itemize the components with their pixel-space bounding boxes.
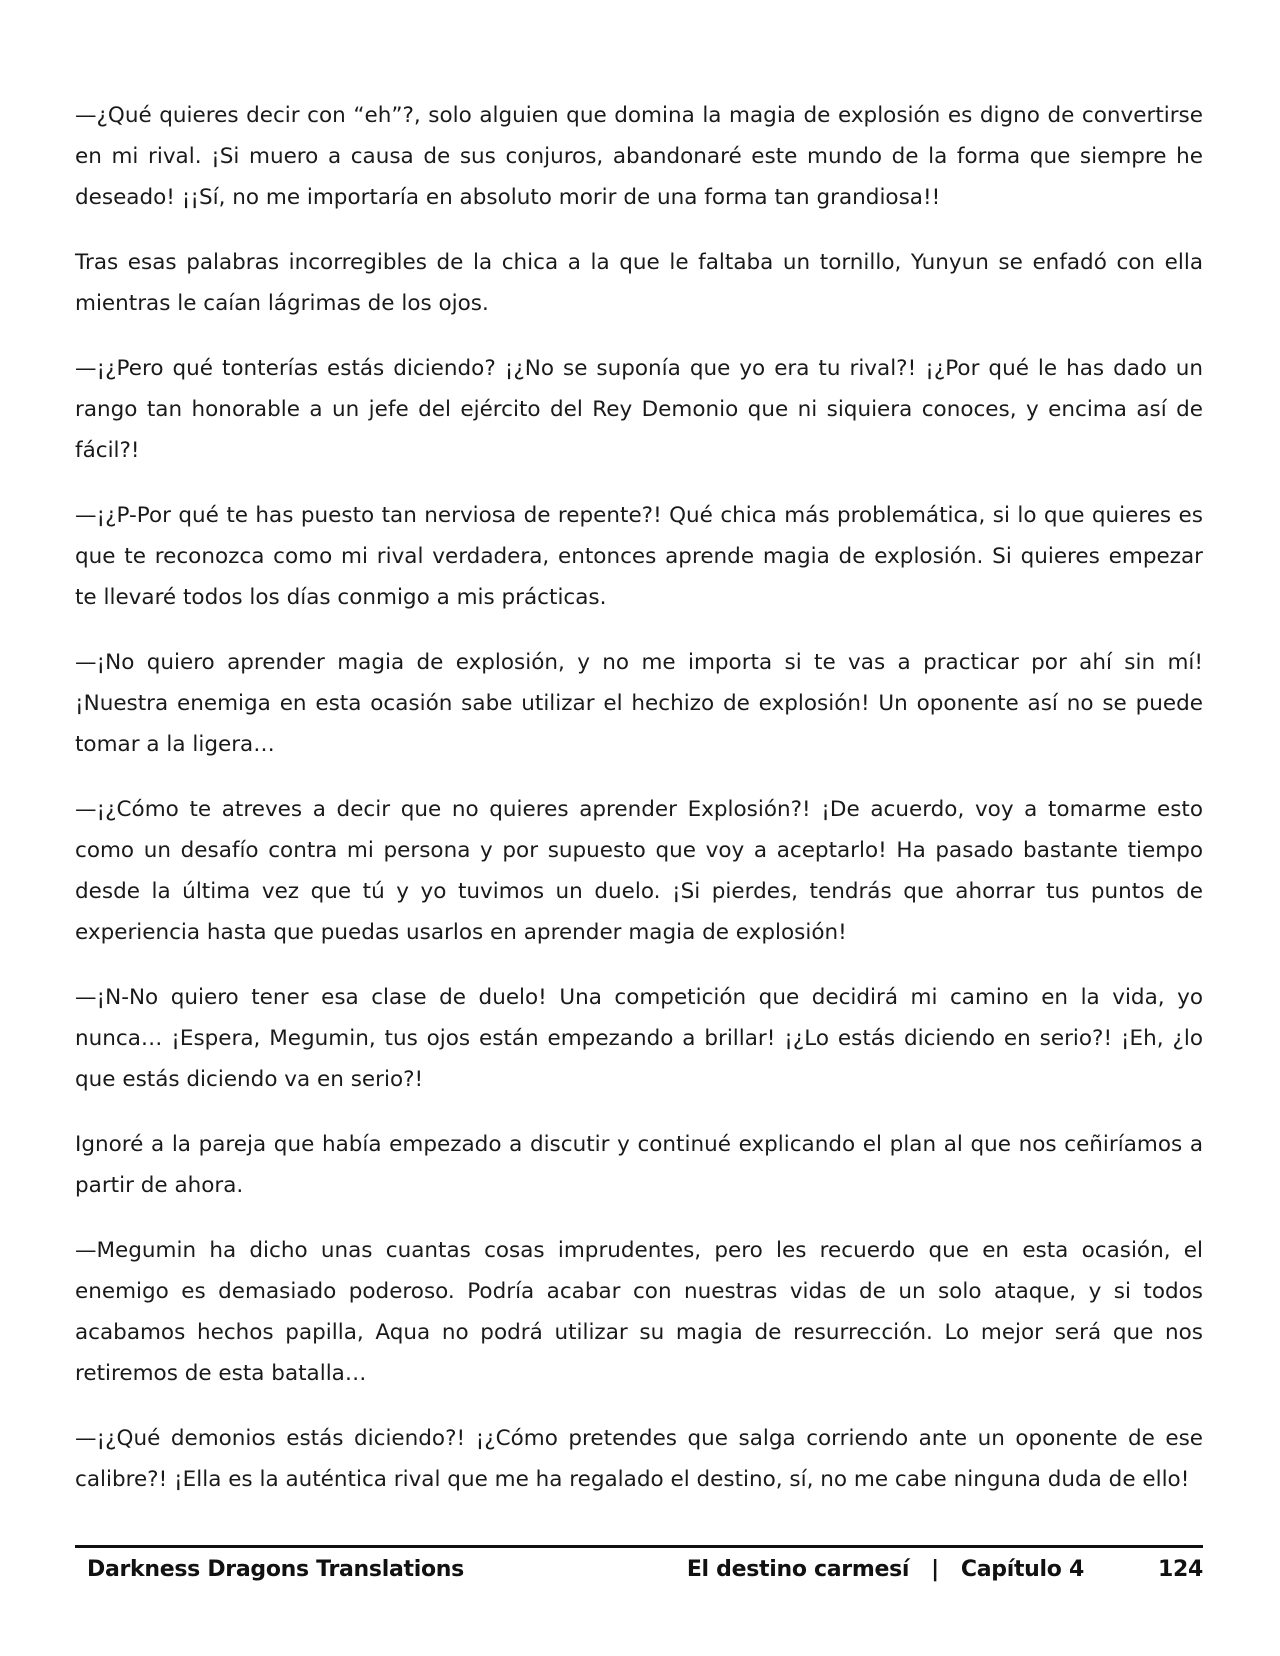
paragraph: —¡¿Cómo te atreves a decir que no quieres aprender Explosión?! ¡De acuerdo, voy a tomarme esto como un desafío contra mi persona y por supuesto que voy a aceptarlo! Ha pasado bastante tiempo desde la última vez que tú y yo tuvimos un duelo. ¡Si pierdes, tendrás que ahorrar tus puntos de experiencia hasta que puedas usarlos en aprender magia de explosión!	[75, 797, 1203, 945]
paragraph: —¡¿P-Por qué te has puesto tan nerviosa de repente?! Qué chica más problemática, si lo que quieres es que te reconozca como mi rival verdadera, entonces aprende magia de explosión. Si quieres empezar te llevaré todos los días conmigo a mis prácticas.	[75, 503, 1203, 610]
paragraph: —¡No quiero aprender magia de explosión, y no me importa si te vas a practicar por ahí sin mí! ¡Nuestra enemiga en esta ocasión sabe utilizar el hechizo de explosión! Un oponente así no se puede tomar a la ligera…	[75, 650, 1203, 757]
footer-book-title: El destino carmesí	[686, 1557, 910, 1582]
page-footer	[75, 1557, 1203, 1597]
page-number: 124	[1157, 1557, 1203, 1582]
paragraph: —¡N-No quiero tener esa clase de duelo! Una competición que decidirá mi camino en la vida, yo nunca… ¡Espera, Megumin, tus ojos están empezando a brillar! ¡¿Lo estás diciendo en serio?! ¡Eh, ¿lo que estás diciendo va en serio?!	[75, 985, 1203, 1092]
paragraph: —Megumin ha dicho unas cuantas cosas imprudentes, pero les recuerdo que en esta ocasión, el enemigo es demasiado poderoso. Podría acabar con nuestras vidas de un solo ataque, y si todos acabamos hechos papilla, Aqua no podrá utilizar su magia de resurrección. Lo mejor será que nos retiremos de esta batalla…	[75, 1238, 1203, 1386]
paragraph: Tras esas palabras incorregibles de la chica a la que le faltaba un tornillo, Yunyun se enfadó con ella mientras le caían lágrimas de los ojos.	[75, 250, 1203, 316]
footer-publisher: Darkness Dragons Translations	[87, 1557, 464, 1582]
paragraph: —¡¿Qué demonios estás diciendo?! ¡¿Cómo pretendes que salga corriendo ante un oponente de ese calibre?! ¡Ella es la auténtica rival que me ha regalado el destino, sí, no me cabe ninguna duda de ello!	[75, 1426, 1203, 1492]
footer-chapter: Capítulo 4	[960, 1557, 1084, 1582]
paragraph: —¡¿Pero qué tonterías estás diciendo? ¡¿No se suponía que yo era tu rival?! ¡¿Por qué le has dado un rango tan honorable a un jefe del ejército del Rey Demonio que ni siquiera conoces, y encima así de fácil?!	[75, 356, 1203, 463]
footer-book-info	[687, 1557, 1203, 1582]
page-body	[75, 95, 1203, 1524]
footer-divider	[75, 1545, 1203, 1548]
paragraph: Ignoré a la pareja que había empezado a discutir y continué explicando el plan al que nos ceñiríamos a partir de ahora.	[75, 1132, 1203, 1198]
paragraph: —¿Qué quieres decir con “eh”?, solo alguien que domina la magia de explosión es digno de convertirse en mi rival. ¡Si muero a causa de sus conjuros, abandonaré este mundo de la forma que siempre he deseado! ¡¡Sí, no me importaría en absoluto morir de una forma tan grandiosa!!	[75, 103, 1203, 210]
footer-separator: |	[931, 1557, 939, 1582]
